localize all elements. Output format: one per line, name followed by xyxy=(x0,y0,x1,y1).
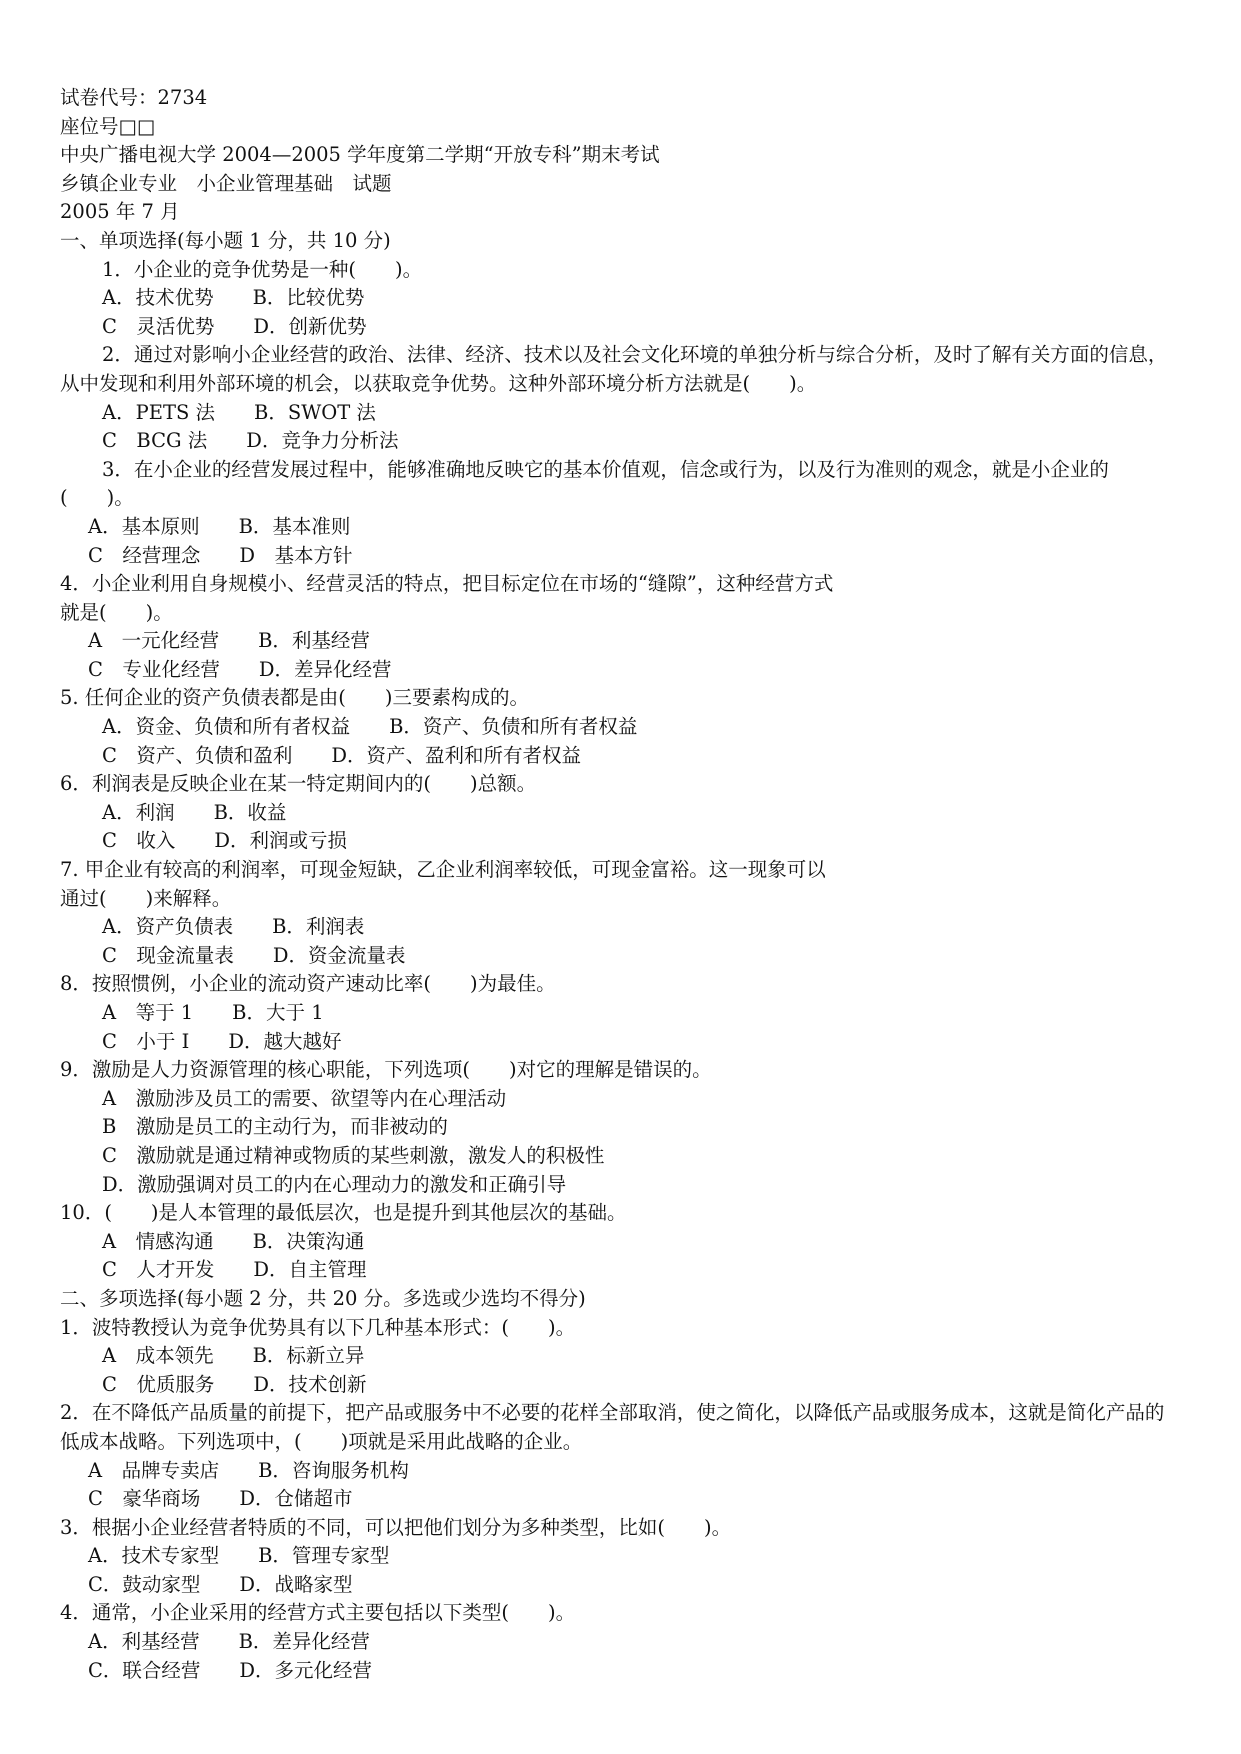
section-2-title: 二、多项选择(每小题 2 分，共 20 分。多选或少选均不得分) xyxy=(60,1286,586,1310)
question-option-b: B 激励是员工的主动行为，而非被动的 xyxy=(102,1115,448,1139)
question-options: A．利基经营 B．差异化经营 xyxy=(88,1630,370,1654)
question-stem: 1．波特教授认为竞争优势具有以下几种基本形式：( )。 xyxy=(60,1315,576,1339)
question-2-4 xyxy=(60,1599,1180,1685)
question-options: C BCG 法 D．竞争力分析法 xyxy=(102,429,399,453)
question-options: C 经营理念 D 基本方针 xyxy=(88,543,353,567)
question-1-8 xyxy=(60,970,1180,1056)
question-options: C．联合经营 D．多元化经营 xyxy=(88,1658,373,1682)
question-options: C 现金流量表 D．资金流量表 xyxy=(102,943,406,967)
question-options: A．技术优势 B．比较优势 xyxy=(102,286,365,310)
question-options: C 优质服务 D．技术创新 xyxy=(102,1372,367,1396)
question-options: C 小于 I D．越大越好 xyxy=(102,1029,342,1053)
question-option-c: C 激励就是通过精神或物质的某些刺激，激发人的积极性 xyxy=(102,1143,605,1167)
question-options: C 豪华商场 D．仓储超市 xyxy=(88,1487,353,1511)
question-options: A．基本原则 B．基本准则 xyxy=(88,514,351,538)
paper-code: 试卷代号：2734 xyxy=(60,86,208,109)
question-option-d: D．激励强调对员工的内在心理动力的激发和正确引导 xyxy=(102,1172,567,1196)
question-options: C 收入 D．利润或亏损 xyxy=(102,829,348,853)
question-1-1 xyxy=(60,256,1180,342)
question-1-10 xyxy=(60,1199,1180,1285)
question-options: A 情感沟通 B．决策沟通 xyxy=(102,1229,365,1253)
question-options: A 品牌专卖店 B．咨询服务机构 xyxy=(88,1458,409,1482)
question-options: A．PETS 法 B．SWOT 法 xyxy=(102,400,376,424)
question-1-3 xyxy=(60,456,1180,570)
question-options: C 资产、负债和盈利 D．资产、盈利和所有者权益 xyxy=(102,743,582,767)
question-1-2 xyxy=(60,341,1180,455)
question-options: A．利润 B．收益 xyxy=(102,800,287,824)
question-stem: 9．激励是人力资源管理的核心职能，下列选项( )对它的理解是错误的。 xyxy=(60,1058,712,1082)
question-stem-continued: 通过( )来解释。 xyxy=(60,886,232,910)
question-1-4 xyxy=(60,570,1180,684)
question-2-3 xyxy=(60,1514,1180,1600)
question-stem-continued: 就是( )。 xyxy=(60,600,173,624)
question-1-7 xyxy=(60,856,1180,970)
section-1-title: 一、单项选择(每小题 1 分，共 10 分) xyxy=(60,228,391,252)
question-options: A 一元化经营 B．利基经营 xyxy=(88,629,370,653)
question-stem: 1．小企业的竞争优势是一种( )。 xyxy=(102,257,423,281)
seat-number: 座位号□□ xyxy=(60,114,156,138)
question-stem: 2．通过对影响小企业经营的政治、法律、经济、技术以及社会文化环境的单独分析与综合分析，及时了解有关方面的信息，从中发现和利用外部环境的机会，以获取竞争优势。这种外部环境分析方法就是( )。 xyxy=(60,343,1168,395)
question-1-5 xyxy=(60,684,1180,770)
question-options: C 灵活优势 D．创新优势 xyxy=(102,314,367,338)
question-stem: 6．利润表是反映企业在某一特定期间内的( )总额。 xyxy=(60,772,537,796)
question-2-1 xyxy=(60,1314,1180,1400)
question-stem: 7. 甲企业有较高的利润率，可现金短缺，乙企业利润率较低，可现金富裕。这一现象可以 xyxy=(60,858,826,882)
question-options: A 等于 1 B．大于 1 xyxy=(102,1001,324,1024)
question-options: C 专业化经营 D．差异化经营 xyxy=(88,657,392,681)
question-stem: 4．小企业利用自身规模小、经营灵活的特点，把目标定位在市场的“缝隙”，这种经营方式 xyxy=(60,572,834,596)
question-options: A．资金、负债和所有者权益 B．资产、负债和所有者权益 xyxy=(102,715,638,739)
exam-date: 2005 年 7 月 xyxy=(60,200,180,224)
question-stem: 2．在不降低产品质量的前提下，把产品或服务中不必要的花样全部取消，使之简化，以降低产品或服务成本，这就是简化产品的低成本战略。下列选项中，( )项就是采用此战略的企业。 xyxy=(60,1401,1165,1453)
question-options: C．鼓动家型 D．战略家型 xyxy=(88,1572,353,1596)
question-stem: 10．( )是人本管理的最低层次，也是提升到其他层次的基础。 xyxy=(60,1201,627,1225)
question-options: A 成本领先 B．标新立异 xyxy=(102,1344,365,1368)
question-stem: 3．根据小企业经营者特质的不同，可以把他们划分为多种类型，比如( )。 xyxy=(60,1515,732,1539)
institution-title: 中央广播电视大学 2004—2005 学年度第二学期“开放专科”期末考试 xyxy=(60,143,660,167)
question-2-2 xyxy=(60,1399,1180,1513)
question-option-a: A 激励涉及员工的需要、欲望等内在心理活动 xyxy=(102,1086,507,1110)
question-options: A．技术专家型 B．管理专家型 xyxy=(88,1544,390,1568)
exam-paper xyxy=(60,84,1180,1685)
question-options: A．资产负债表 B．利润表 xyxy=(102,915,365,939)
subject-title: 乡镇企业专业 小企业管理基础 试题 xyxy=(60,171,392,195)
question-stem: 5. 任何企业的资产负债表都是由( )三要素构成的。 xyxy=(60,686,530,710)
question-stem: 8．按照惯例，小企业的流动资产速动比率( )为最佳。 xyxy=(60,972,556,996)
question-1-9 xyxy=(60,1056,1180,1199)
question-stem: 3．在小企业的经营发展过程中，能够准确地反映它的基本价值观，信念或行为，以及行为准则的观念，就是小企业的( )。 xyxy=(60,457,1109,510)
question-1-6 xyxy=(60,770,1180,856)
question-stem: 4．通常，小企业采用的经营方式主要包括以下类型( )。 xyxy=(60,1601,576,1625)
question-options: C 人才开发 D．自主管理 xyxy=(102,1258,367,1282)
